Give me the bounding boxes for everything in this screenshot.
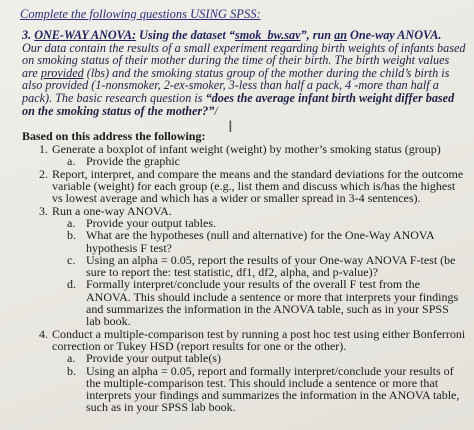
question-topic: ONE-WAY ANOVA: [34, 28, 137, 42]
step-text: Report, interpret, and compare the means and the standard deviations for the outcome variable (weight) for each group (e.g., list them and discuss which is/has the highest vs lowest average and which has a wider or smaller spread in 3-4 sentences). [52, 166, 464, 206]
step-row [34, 168, 466, 205]
step-number: 1. [39, 142, 48, 157]
sub-item [67, 352, 466, 364]
sub-letter: a. [67, 154, 76, 169]
sub-letter: a. [67, 215, 76, 230]
sub-letter: a. [67, 351, 76, 366]
sub-text: Provide the graphic [86, 154, 180, 169]
step-item [22, 168, 466, 205]
question-body-start: Our data contain the results of a small experiment regarding birth weights of infants based on smoking status of their mother during the time of their birth. The birth weight values are [22, 40, 466, 80]
step-item [22, 205, 466, 328]
step-text: Generate a boxplot of infant weight (weight) by mother’s smoking status (group) [52, 142, 441, 157]
question-title-mid: Using the dataset “ [136, 28, 235, 42]
sub-letter: b. [67, 363, 76, 378]
sub-letter: c. [67, 252, 76, 267]
question-body-end: / [214, 103, 218, 118]
research-question: “does the average infant birth weight differ based on the smoking status of the mother?” [22, 90, 455, 118]
question-title-end: One-way ANOVA. [346, 28, 442, 42]
sub-item [67, 254, 466, 279]
sub-item [67, 229, 466, 254]
sub-text: Formally interpret/conclude your results of the overall F test from the ANOVA. This should include a sentence or more that interprets your findings and summarizes the information in the ANOVA table, such as in your SPSS lab book. [86, 277, 459, 329]
question-title-after-dataset: ”, run [300, 28, 335, 42]
sub-text: Using an alpha = 0.05, report the results of your One-way ANOVA F-test (be sure to report the: test statistic, df1, df2, alpha, and p-value)? [86, 252, 456, 280]
step-number: 4. [39, 326, 48, 341]
sub-item [67, 278, 466, 327]
step-item [22, 328, 466, 414]
sub-text: Using an alpha = 0.05, report and formally interpret/conclude your results of the multiple-comparison test. This should include a sentence or more that interprets your findings and summarizes the information in the ANOVA table, such as in your SPSS lab book. [86, 363, 460, 415]
sub-letter: d. [67, 277, 76, 292]
sub-text: What are the hypotheses (null and alternative) for the One-Way ANOVA hypothesis F test? [86, 228, 435, 255]
sub-item [67, 365, 466, 414]
steps-list [22, 143, 466, 414]
step-item [22, 143, 466, 168]
step-number: 2. [39, 166, 48, 181]
dataset-name: smok_bw.sav [234, 28, 301, 42]
question-title-an: an [334, 28, 347, 42]
sub-letter: b. [67, 228, 76, 243]
step-row [34, 328, 466, 353]
step-text: Conduct a multiple-comparison test by running a post hoc test using either Bonferroni correction or Tukey HSD (report results for one or the other). [52, 326, 466, 353]
step-text: Run a one-way ANOVA. [52, 203, 172, 218]
page-heading: Complete the following questions USING SPSS: [20, 7, 261, 21]
sub-text: Provide your output tables. [86, 215, 216, 230]
sub-text: Provide your output table(s) [86, 351, 221, 366]
question-body-mid: (lbs) and the smoking status group of the mother during the child’s birth is also provided (1-nonsmoker, 2-ex-smoker, 3-less than half a pack, 4 -more than half a pack). The basic research question is [22, 65, 450, 105]
question-body-provided: provided [40, 65, 84, 80]
step-number: 3. [39, 203, 48, 218]
text-cursor-icon: I [228, 117, 233, 136]
sub-item [67, 155, 466, 167]
instructions-heading: Based on this address the following: [22, 129, 206, 144]
question-number: 3. [22, 28, 32, 42]
question-body [22, 42, 466, 118]
